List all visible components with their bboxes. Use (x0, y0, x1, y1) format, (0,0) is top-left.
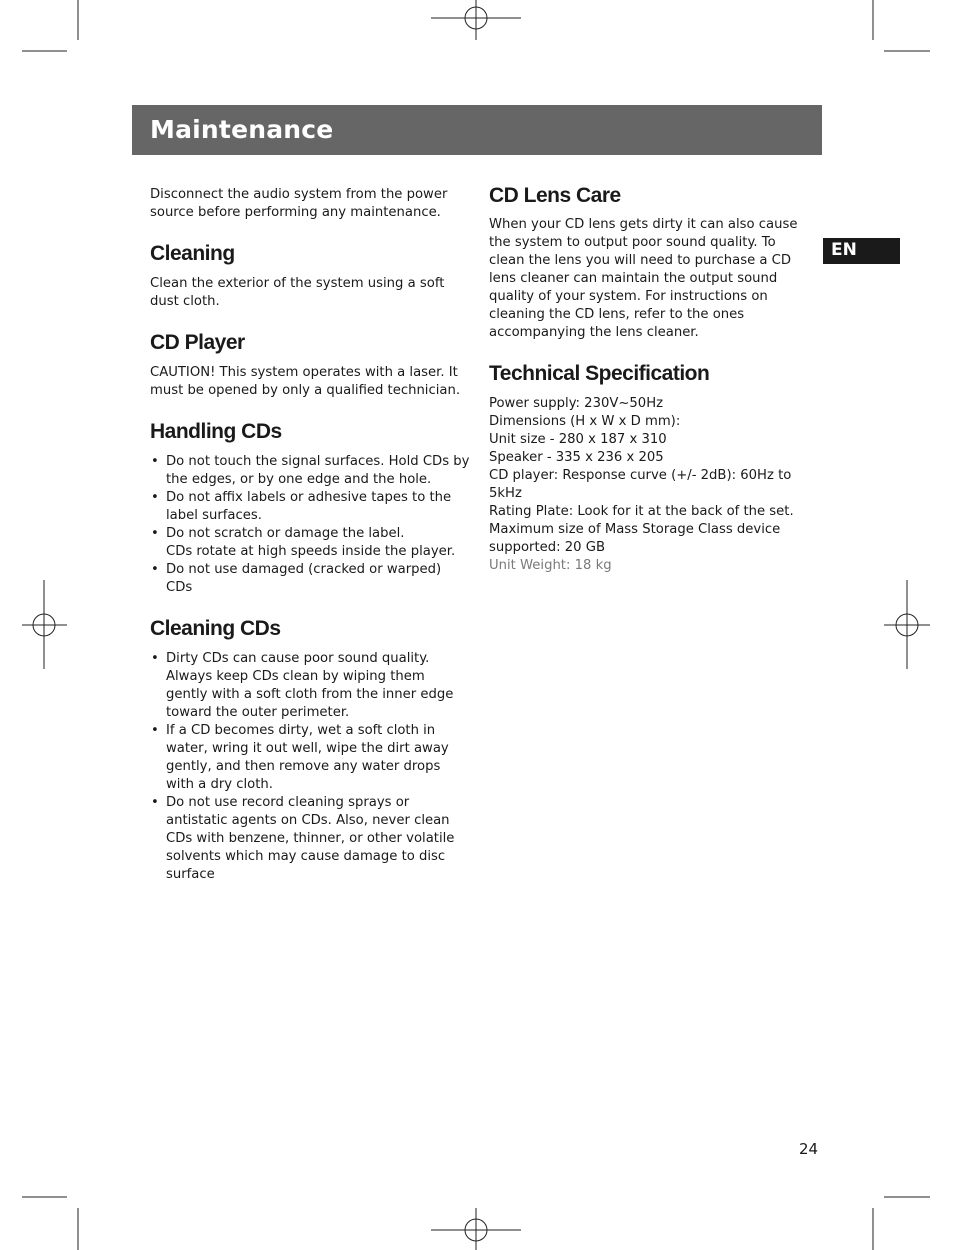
header-bar (132, 105, 822, 155)
cleaning-cds-list (150, 650, 470, 884)
lens-care-text: When your CD lens gets dirty it can also cause the system to output poor sound quality. To clean the lens you will need to purchase a CD lens cleaner can maintain the output sound quality of your system. For instructions on cleaning the CD lens, refer to the ones accompanying the lens cleaner. (489, 217, 798, 340)
cd-player-heading: CD Player (150, 331, 245, 354)
page-title: Maintenance (150, 115, 334, 144)
spec-line: Power supply: 230V~50Hz (489, 396, 664, 411)
list-sub-note: CDs rotate at high speeds inside the player. (166, 544, 456, 559)
language-tab (823, 238, 900, 264)
list-item: • If a CD becomes dirty, wet a soft cloth in water, wring it out well, wipe the dirt away gently, and then remove any water drops with a dry cloth. (150, 722, 470, 794)
handling-cds-list (150, 453, 470, 597)
language-label: EN (831, 240, 857, 260)
list-item: • Do not touch the signal surfaces. Hold CDs by the edges, or by one edge and the hole. (150, 453, 470, 489)
intro-text: Disconnect the audio system from the power source before performing any maintenance. (150, 187, 448, 220)
cleaning-cds-heading: Cleaning CDs (150, 617, 281, 640)
lens-care-heading: CD Lens Care (489, 184, 621, 207)
spec-line: Dimensions (H x W x D mm): (489, 414, 681, 429)
list-item: • Do not use record cleaning sprays or antistatic agents on CDs. Also, never clean CDs with benzene, thinner, or other volatile solvents which may cause damage to disc surface (150, 794, 470, 884)
spec-line: CD player: Response curve (+/- 2dB): 60Hz to 5kHz (489, 468, 792, 501)
right-column (489, 186, 814, 575)
tech-spec-list (489, 395, 814, 575)
page-number: 24 (799, 1140, 819, 1158)
list-item: • Do not use damaged (cracked or warped) CDs (150, 561, 470, 597)
cleaning-heading: Cleaning (150, 242, 235, 265)
list-item: • Do not scratch or damage the label. (150, 525, 470, 543)
list-item: • Dirty CDs can cause poor sound quality. Always keep CDs clean by wiping them gently with a soft cloth from the inner edge toward the outer perimeter. (150, 650, 470, 722)
cleaning-text: Clean the exterior of the system using a soft dust cloth. (150, 276, 445, 309)
spec-line: Rating Plate: Look for it at the back of the set. (489, 504, 794, 519)
tech-spec-heading: Technical Specification (489, 362, 710, 385)
spec-line: Speaker - 335 x 236 x 205 (489, 450, 664, 465)
left-column (150, 186, 470, 884)
spec-weight: Unit Weight: 18 kg (489, 558, 612, 573)
spec-line: supported: 20 GB (489, 540, 605, 555)
list-item: • Do not affix labels or adhesive tapes to the label surfaces. (150, 489, 470, 525)
spec-line: Unit size - 280 x 187 x 310 (489, 432, 667, 447)
spec-line: Maximum size of Mass Storage Class device (489, 522, 781, 537)
handling-cds-heading: Handling CDs (150, 420, 282, 443)
cd-player-text: CAUTION! This system operates with a laser. It must be opened by only a qualified technician. (150, 365, 461, 398)
